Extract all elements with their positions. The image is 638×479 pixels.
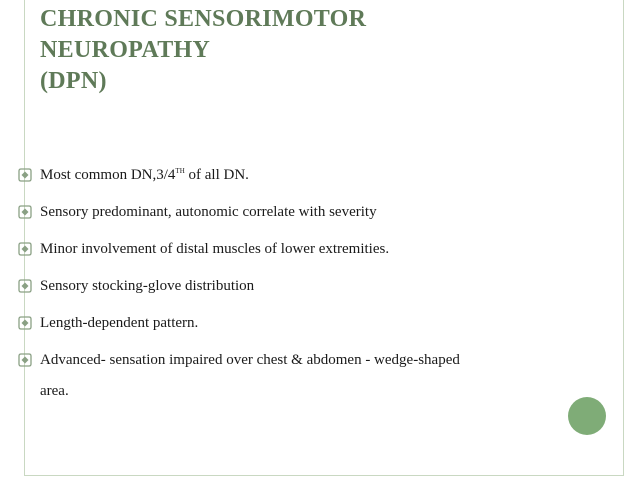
bullet-item [18, 349, 618, 402]
decorative-circle [568, 397, 606, 435]
bullet-icon [18, 205, 32, 219]
bullet-text-tail: of all DN. [184, 167, 249, 183]
bullet-icon [18, 316, 32, 330]
bullet-item [18, 312, 618, 334]
bullet-item [18, 164, 618, 186]
bullet-icon [18, 168, 32, 182]
bullet-item [18, 201, 618, 223]
bullet-text: Length-dependent pattern. [40, 315, 199, 331]
bullet-text: Sensory predominant, autonomic correlate with severity [40, 204, 377, 220]
bullet-icon [18, 242, 32, 256]
bullet-text-main: Most common DN,3/4 [40, 167, 176, 183]
bullet-list [18, 164, 618, 402]
slide-title [40, 4, 366, 97]
bullet-text: Minor involvement of distal muscles of lower extremities. [40, 241, 390, 257]
bullet-text: Advanced- sensation impaired over chest & abdomen - wedge-shaped [40, 352, 460, 368]
bullet-text-continuation: area. [40, 383, 69, 399]
title-line-1: CHRONIC SENSORIMOTOR [40, 6, 367, 32]
bullet-item [18, 238, 618, 260]
title-line-3: (DPN) [40, 68, 107, 94]
ordinal-superscript: TH [175, 167, 185, 175]
bullet-icon [18, 353, 32, 367]
bullet-text [40, 164, 618, 186]
title-line-2: NEUROPATHY [40, 37, 211, 63]
bullet-item [18, 275, 618, 297]
bullet-icon [18, 279, 32, 293]
bullet-text: Sensory stocking-glove distribution [40, 278, 255, 294]
